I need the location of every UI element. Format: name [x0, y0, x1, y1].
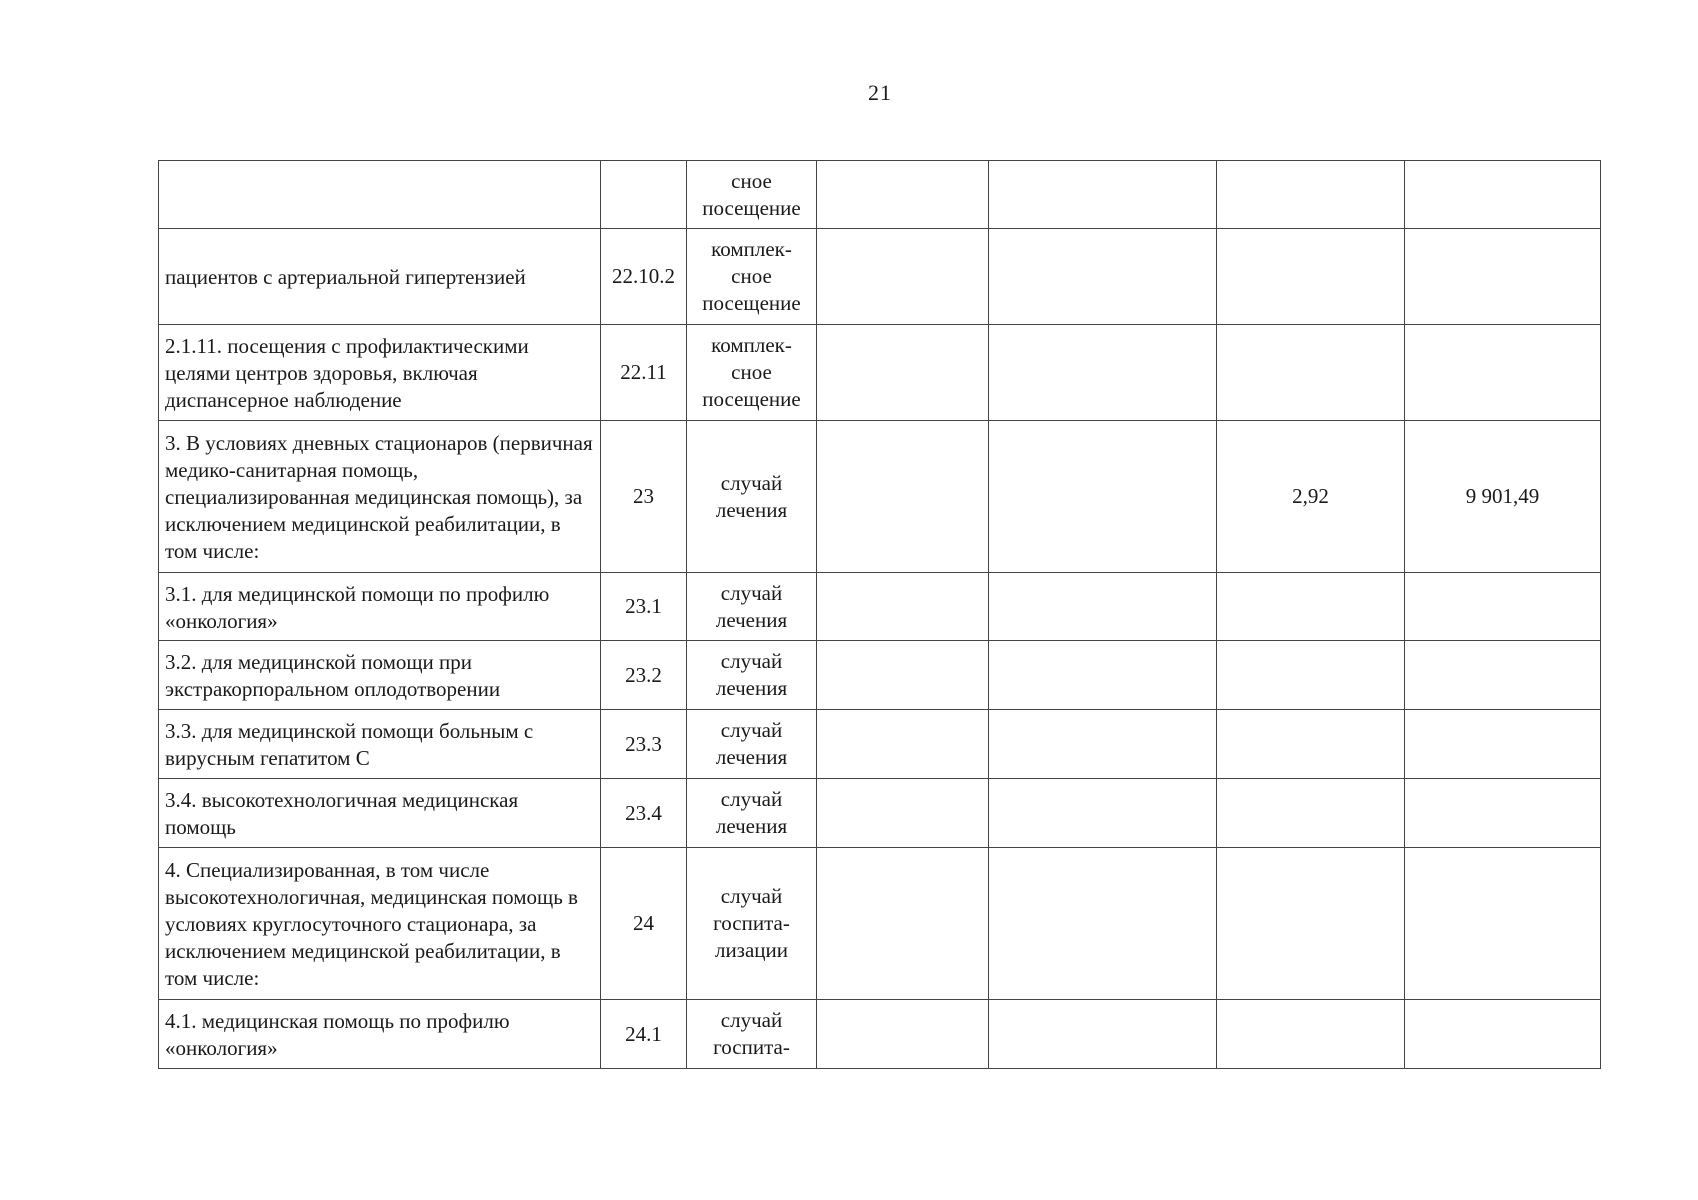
value-cell-6	[1217, 710, 1405, 779]
value-cell-6	[1217, 848, 1405, 1000]
value-cell-4	[817, 641, 989, 710]
row-code-cell	[601, 161, 687, 229]
row-name-cell: 3. В условиях дневных стационаров (первичная медико-санитарная помощь, специализированная медицинская помощь), за исключением медицинской реабилитации, в том числе:	[159, 421, 601, 573]
row-unit-cell	[687, 421, 817, 573]
row-name-cell: 4. Специализированная, в том числе высокотехнологичная, медицинская помощь в условиях круглосуточного стационара, за исключением медицинской реабилитации, в том числе:	[159, 848, 601, 1000]
value-cell-5	[989, 779, 1217, 848]
value-cell-6	[1217, 573, 1405, 641]
unit-line: лечения	[715, 745, 788, 769]
value-cell-5	[989, 710, 1217, 779]
value-cell-6	[1217, 161, 1405, 229]
row-unit-cell	[687, 229, 817, 325]
row-name-cell	[159, 161, 601, 229]
value-cell-5	[989, 573, 1217, 641]
row-code-cell: 22.10.2	[601, 229, 687, 325]
value-cell-7	[1405, 325, 1601, 421]
row-code-cell: 24	[601, 848, 687, 1000]
page-number: 21	[868, 80, 892, 105]
table-row	[159, 710, 1601, 779]
value-cell-6	[1217, 325, 1405, 421]
table-row	[159, 325, 1601, 421]
row-code-cell: 23.2	[601, 641, 687, 710]
value-cell-7	[1405, 573, 1601, 641]
value-cell-4	[817, 848, 989, 1000]
row-name-cell: 4.1. медицинская помощь по профилю «онкология»	[159, 1000, 601, 1069]
unit-line: комплек-	[711, 237, 792, 261]
value-cell-4	[817, 1000, 989, 1069]
value-cell-4	[817, 229, 989, 325]
value-cell-5	[989, 229, 1217, 325]
unit-line: госпита-	[713, 911, 790, 935]
unit-line: случай	[720, 470, 783, 495]
value-cell-7	[1405, 641, 1601, 710]
row-name-cell: пациентов с артериальной гипертензией	[159, 229, 601, 325]
table-row	[159, 421, 1601, 573]
value-cell-7	[1405, 161, 1601, 229]
row-name-cell: 2.1.11. посещения с профилактическими целями центров здоровья, включая диспансерное наблюдение	[159, 325, 601, 421]
value-cell-7	[1405, 779, 1601, 848]
table-row	[159, 573, 1601, 641]
row-unit-cell	[687, 710, 817, 779]
value-cell-5	[989, 848, 1217, 1000]
row-code-cell: 23.3	[601, 710, 687, 779]
table-body	[159, 161, 1601, 1069]
table-row	[159, 161, 1601, 229]
row-code-cell: 24.1	[601, 1000, 687, 1069]
row-unit-cell	[687, 641, 817, 710]
value-cell-7	[1405, 1000, 1601, 1069]
row-name-cell: 3.1. для медицинской помощи по профилю «онкология»	[159, 573, 601, 641]
row-code-cell: 23.4	[601, 779, 687, 848]
unit-line: госпита-	[713, 1035, 790, 1059]
table-row	[159, 229, 1601, 325]
value-cell-7	[1405, 229, 1601, 325]
value-cell-6	[1217, 641, 1405, 710]
unit-line: лечения	[715, 497, 788, 522]
row-code-cell: 23.1	[601, 573, 687, 641]
unit-line: случай	[720, 787, 783, 811]
table-row	[159, 641, 1601, 710]
value-cell-4	[817, 779, 989, 848]
value-cell-6: 2,92	[1217, 421, 1405, 573]
value-cell-5	[989, 641, 1217, 710]
unit-line: комплек-	[711, 333, 792, 357]
table-row	[159, 779, 1601, 848]
unit-line: случай	[720, 1008, 783, 1032]
row-unit-cell	[687, 1000, 817, 1069]
row-code-cell: 22.11	[601, 325, 687, 421]
value-cell-7: 9 901,49	[1405, 421, 1601, 573]
value-cell-6	[1217, 229, 1405, 325]
value-cell-4	[817, 161, 989, 229]
table-row	[159, 848, 1601, 1000]
value-cell-5	[989, 325, 1217, 421]
value-cell-7	[1405, 710, 1601, 779]
unit-line: посещение	[702, 387, 801, 411]
value-cell-5	[989, 421, 1217, 573]
value-cell-6	[1217, 779, 1405, 848]
unit-line: случай	[720, 649, 783, 673]
unit-line: лечения	[715, 607, 788, 632]
value-cell-6	[1217, 1000, 1405, 1069]
unit-line: сное	[731, 264, 772, 288]
row-name-cell: 3.4. высокотехнологичная медицинская помощь	[159, 779, 601, 848]
row-unit-cell	[687, 325, 817, 421]
value-cell-4	[817, 421, 989, 573]
value-cell-5	[989, 161, 1217, 229]
row-name-cell: 3.3. для медицинской помощи больным с вирусным гепатитом С	[159, 710, 601, 779]
unit-line: лечения	[715, 814, 788, 838]
unit-line: случай	[720, 718, 783, 742]
unit-line: лизации	[714, 938, 789, 962]
row-unit-cell	[687, 848, 817, 1000]
unit-line: сное	[731, 360, 772, 384]
value-cell-5	[989, 1000, 1217, 1069]
row-unit-cell	[687, 161, 817, 229]
unit-line: случай	[720, 580, 783, 605]
row-code-cell: 23	[601, 421, 687, 573]
row-unit-cell	[687, 573, 817, 641]
unit-line: посещение	[702, 291, 801, 315]
row-name-cell: 3.2. для медицинской помощи при экстракорпоральном оплодотворении	[159, 641, 601, 710]
value-cell-7	[1405, 848, 1601, 1000]
value-cell-4	[817, 710, 989, 779]
table-row	[159, 1000, 1601, 1069]
unit-line: посещение	[702, 195, 801, 220]
value-cell-4	[817, 573, 989, 641]
row-unit-cell	[687, 779, 817, 848]
unit-line: случай	[720, 884, 783, 908]
unit-line: сное	[731, 168, 772, 193]
unit-line: лечения	[715, 676, 788, 700]
value-cell-4	[817, 325, 989, 421]
data-table	[158, 160, 1601, 1069]
